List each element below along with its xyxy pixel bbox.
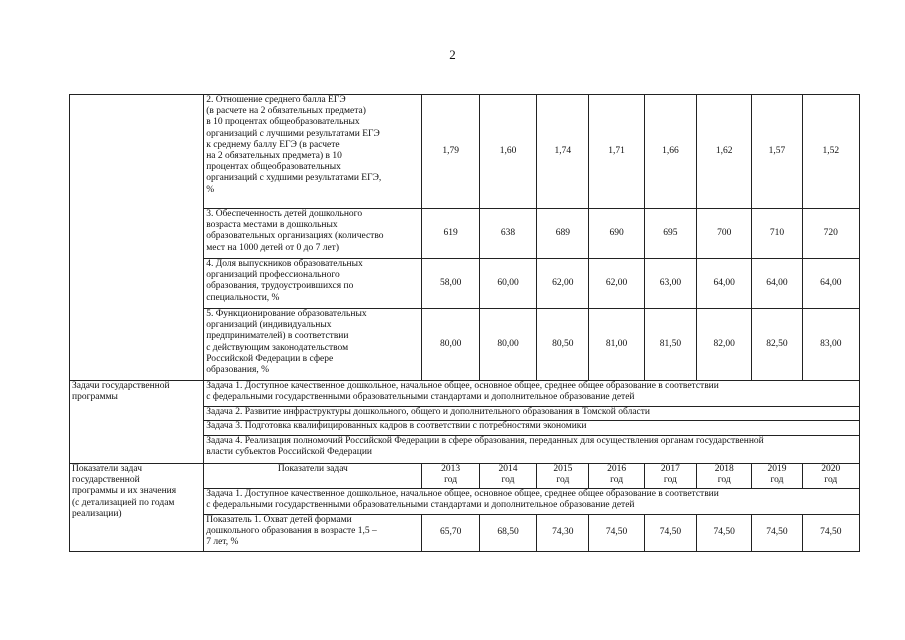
indicator-label: Показатель 1. Охват детей формами дошкольного образования в возрасте 1,5 – 7 лет, %: [204, 515, 422, 552]
task-row: [70, 381, 860, 407]
year-header: 2014 год: [479, 464, 536, 489]
value-cell: 62,00: [537, 259, 589, 309]
task-indicators-header: Показатели задач: [204, 464, 422, 489]
value-cell: 74,50: [697, 515, 752, 552]
value-cell: 1,52: [802, 95, 859, 209]
indicator-label: 2. Отношение среднего балла ЕГЭ (в расчете на 2 обязательных предмета) в 10 процентах общеобразовательных организаций с лучшими результатами ЕГЭ к среднему баллу ЕГЭ (в расчете на 2 обязательных предмета) в 10 процентах общеобразовательных организаций с худшими результатами ЕГЭ, %: [204, 95, 422, 209]
value-cell: 638: [479, 209, 536, 259]
task-text: Задача 1. Доступное качественное дошкольное, начальное общее, основное общее, среднее общее образование в соответствии с федеральными государственными образовательными стандартами и дополнительное образование детей: [204, 381, 860, 407]
value-cell: 710: [752, 209, 802, 259]
indicator-label: 5. Функционирование образовательных организаций (индивидуальных предпринимателей) в соответствии с действующим законодательством Российской Федерации в сфере образования, %: [204, 309, 422, 381]
value-cell: 82,00: [697, 309, 752, 381]
year-header: 2013 год: [422, 464, 479, 489]
blank-section-cell: [70, 95, 204, 381]
year-header: 2020 год: [802, 464, 859, 489]
value-cell: 60,00: [479, 259, 536, 309]
value-cell: 1,66: [644, 95, 696, 209]
indicator-row: [70, 95, 860, 209]
program-table: [69, 94, 860, 552]
value-cell: 1,57: [752, 95, 802, 209]
value-cell: 58,00: [422, 259, 479, 309]
value-cell: 80,50: [537, 309, 589, 381]
year-header: 2019 год: [752, 464, 802, 489]
value-cell: 80,00: [479, 309, 536, 381]
tasks-section-label: Задачи государственной программы: [70, 381, 204, 464]
year-header: 2015 год: [537, 464, 589, 489]
value-cell: 1,79: [422, 95, 479, 209]
value-cell: 74,50: [589, 515, 644, 552]
year-header: 2018 год: [697, 464, 752, 489]
value-cell: 68,50: [479, 515, 536, 552]
value-cell: 74,50: [802, 515, 859, 552]
year-header: 2017 год: [644, 464, 696, 489]
value-cell: 695: [644, 209, 696, 259]
task-text: Задача 3. Подготовка квалифицированных кадров в соответствии с потребностями экономики: [204, 421, 860, 436]
value-cell: 82,50: [752, 309, 802, 381]
value-cell: 1,60: [479, 95, 536, 209]
indicator-label: 4. Доля выпускников образовательных организаций профессионального образования, трудоустроившихся по специальности, %: [204, 259, 422, 309]
value-cell: 1,74: [537, 95, 589, 209]
value-cell: 700: [697, 209, 752, 259]
value-cell: 64,00: [697, 259, 752, 309]
value-cell: 1,62: [697, 95, 752, 209]
value-cell: 619: [422, 209, 479, 259]
task-text: Задача 2. Развитие инфраструктуры дошкольного, общего и дополнительного образования в Томской области: [204, 407, 860, 421]
value-cell: 74,50: [644, 515, 696, 552]
value-cell: 63,00: [644, 259, 696, 309]
indicator-label: 3. Обеспеченность детей дошкольного возраста местами в дошкольных образовательных организациях (количество мест на 1000 детей от 0 до 7 лет): [204, 209, 422, 259]
page-number: 2: [449, 47, 456, 62]
task-text: Задача 4. Реализация полномочий Российской Федерации в сфере образования, переданных для осуществления органам государственной власти субъектов Российской Федерации: [204, 436, 860, 464]
value-cell: 74,30: [537, 515, 589, 552]
task-text: Задача 1. Доступное качественное дошкольное, начальное общее, основное общее, среднее общее образование в соответствии с федеральными государственными образовательными стандартами и дополнительное образование детей: [204, 489, 860, 515]
task-indicators-section-label: Показатели задач государственной программы и их значения (с детализацией по годам реализации): [70, 464, 204, 552]
value-cell: 64,00: [802, 259, 859, 309]
value-cell: 74,50: [752, 515, 802, 552]
value-cell: 1,71: [589, 95, 644, 209]
year-header: 2016 год: [589, 464, 644, 489]
value-cell: 62,00: [589, 259, 644, 309]
value-cell: 720: [802, 209, 859, 259]
value-cell: 64,00: [752, 259, 802, 309]
value-cell: 83,00: [802, 309, 859, 381]
value-cell: 65,70: [422, 515, 479, 552]
value-cell: 80,00: [422, 309, 479, 381]
years-header-row: [70, 464, 860, 489]
value-cell: 81,00: [589, 309, 644, 381]
value-cell: 689: [537, 209, 589, 259]
value-cell: 81,50: [644, 309, 696, 381]
value-cell: 690: [589, 209, 644, 259]
